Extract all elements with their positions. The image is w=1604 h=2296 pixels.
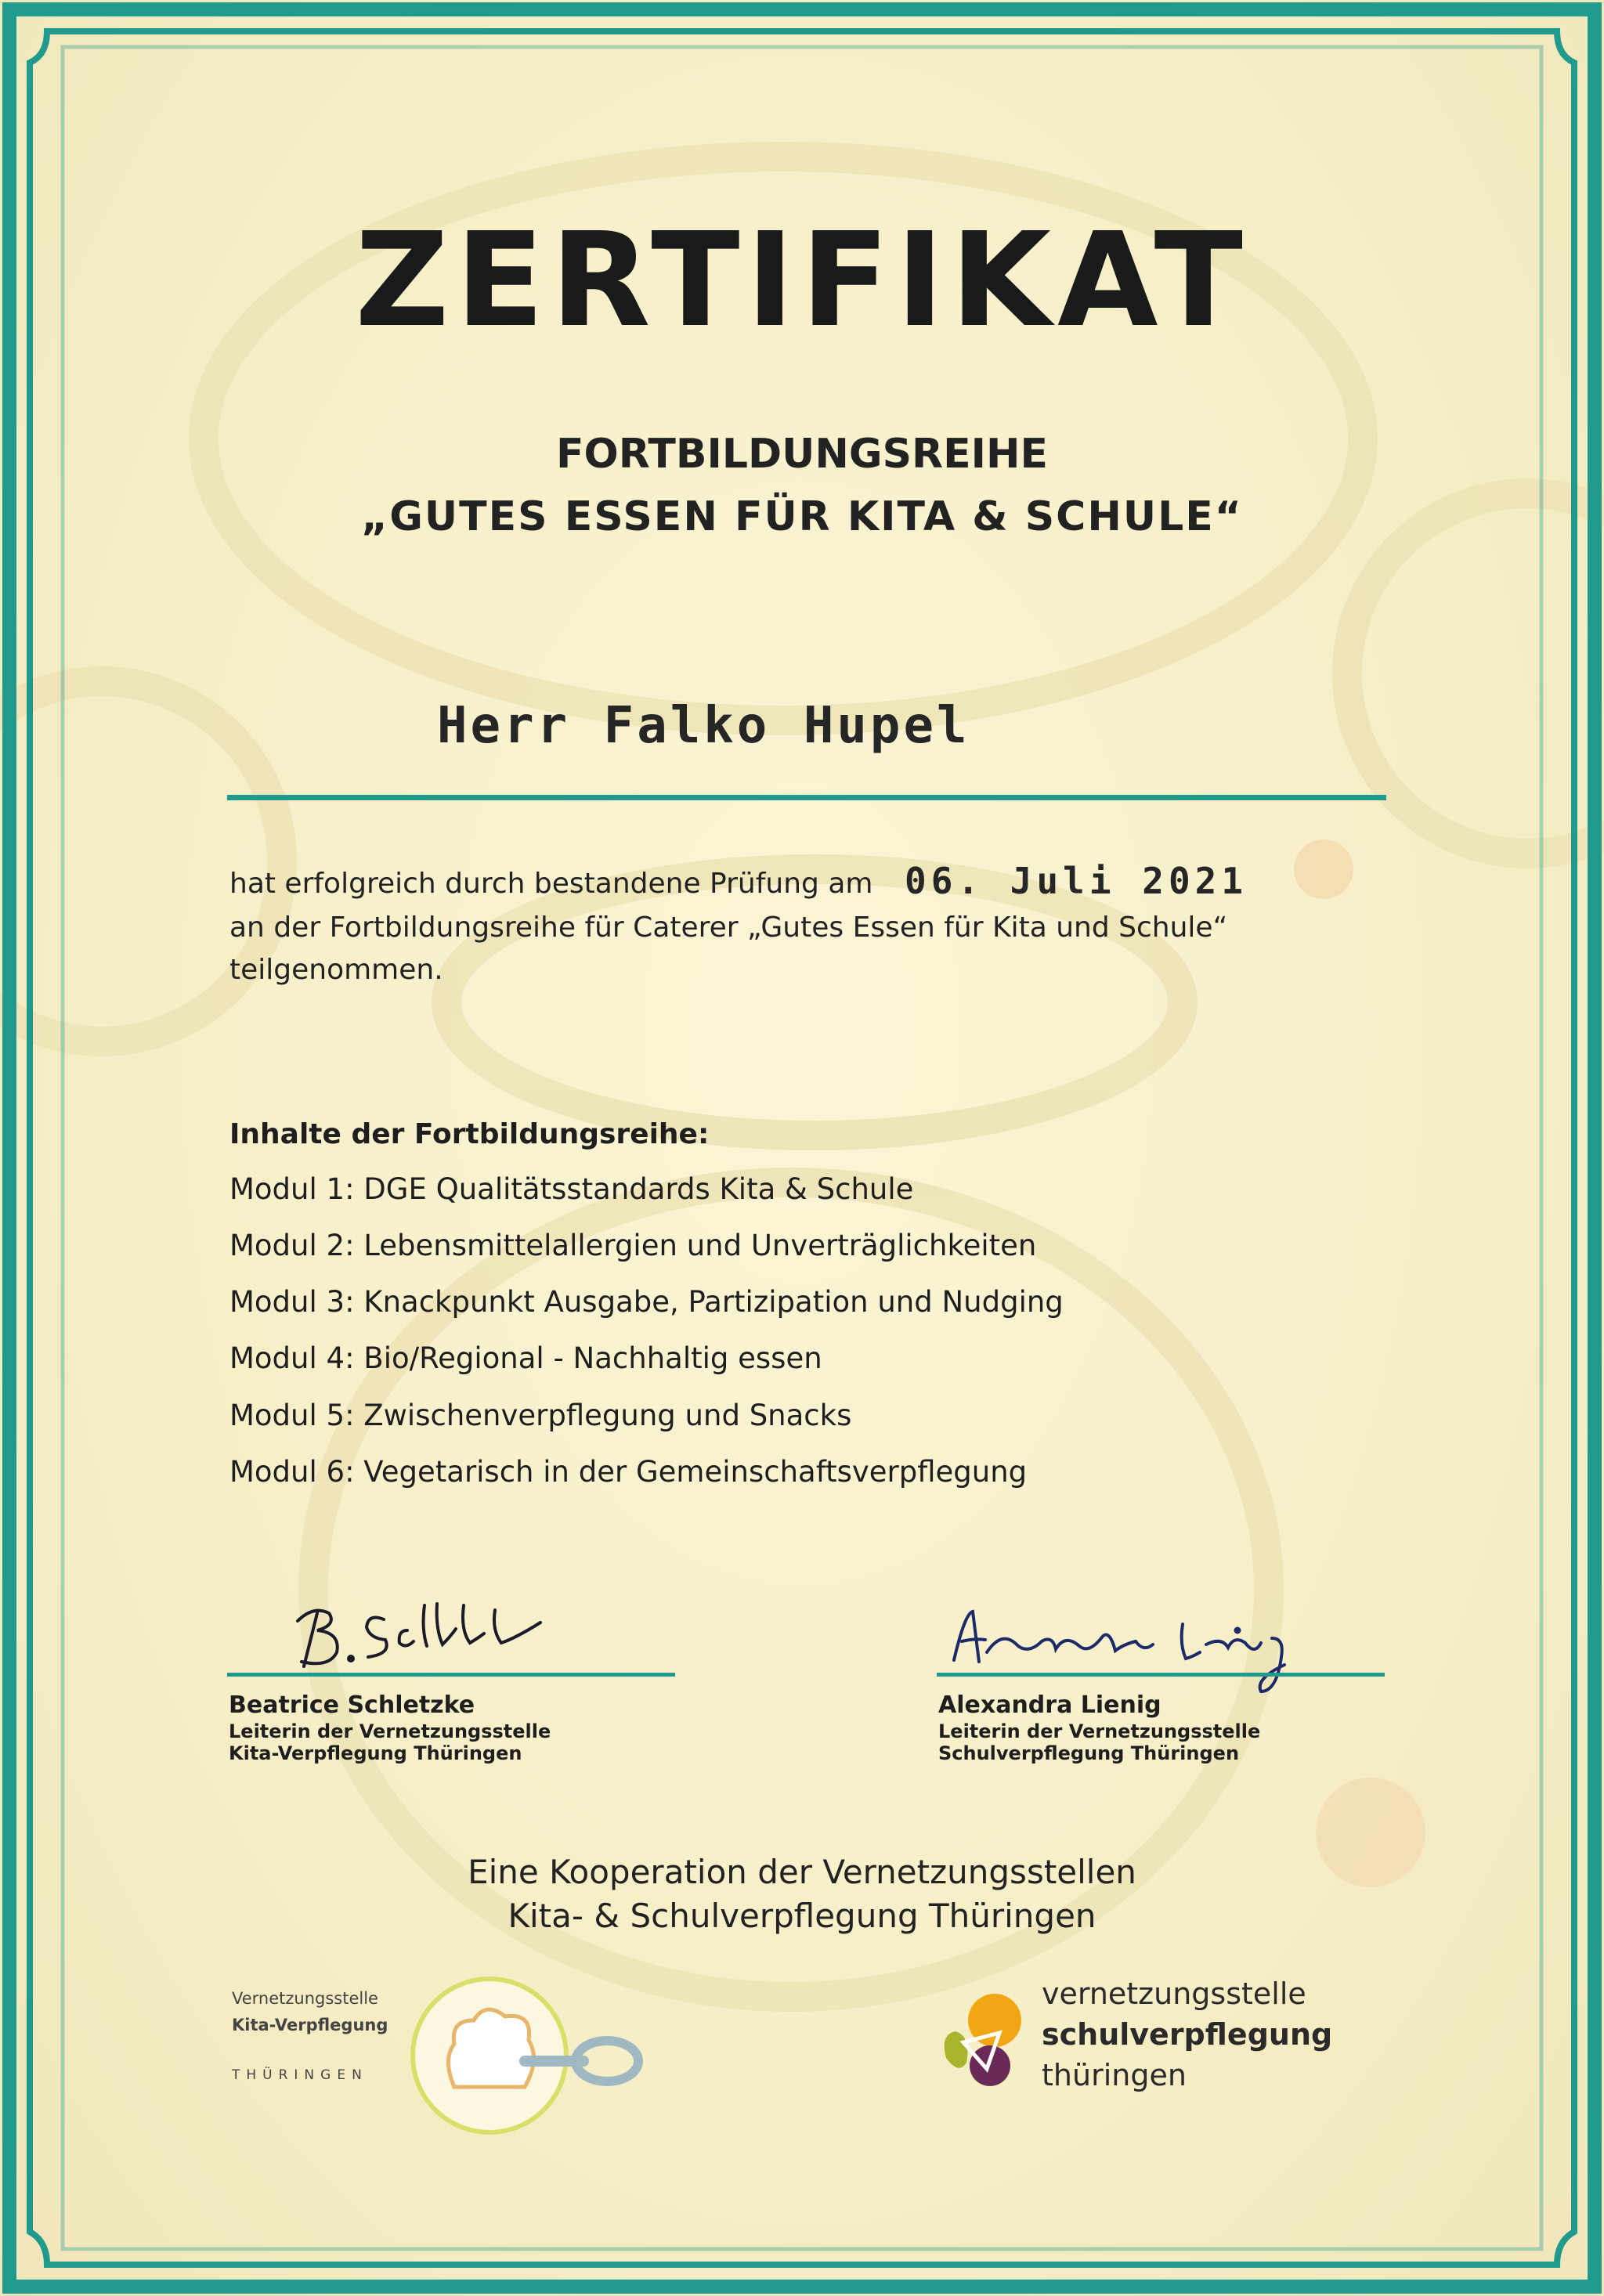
series-heading: FORTBILDUNGSREIHE: [555, 431, 1048, 478]
kita-logo-line3: THÜRINGEN: [232, 2067, 368, 2083]
cooperation-line1: Eine Kooperation der Vernetzungsstellen: [468, 1853, 1136, 1891]
contents-heading: Inhalte der Fortbildungsreihe:: [229, 1118, 710, 1150]
completion-text-line1: hat erfolgreich durch bestandene Prüfung am: [229, 868, 873, 900]
cooperation-line2: Kita- & Schulverpflegung Thüringen: [508, 1897, 1096, 1935]
exam-date: 06. Juli 2021: [905, 860, 1248, 902]
module-item: Modul 4: Bio/Regional - Nachhaltig essen: [229, 1341, 822, 1375]
module-item: Modul 3: Knackpunkt Ausgabe, Partizipation und Nudging: [229, 1285, 1064, 1319]
schule-logo-line1: vernetzungsstelle: [1042, 1977, 1306, 2011]
signature-schletzke: [282, 1582, 595, 1676]
kita-logo-line1: Vernetzungsstelle: [232, 1989, 378, 2008]
signatory-role-left-line1: Leiterin der Vernetzungsstelle: [229, 1720, 551, 1742]
completion-text-line2: an der Fortbildungsreihe für Caterer „Gutes Essen für Kita und Schule“: [229, 912, 1228, 944]
signatory-role-left-line2: Kita-Verpflegung Thüringen: [229, 1742, 522, 1764]
certificate-title: ZERTIFIKAT: [355, 205, 1249, 356]
schule-logo-icon: [932, 1987, 1034, 2089]
recipient-underline: [227, 795, 1386, 800]
signature-line-left: [227, 1673, 675, 1677]
module-item: Modul 5: Zwischenverpflegung und Snacks: [229, 1399, 852, 1432]
completion-text-line3: teilgenommen.: [229, 954, 443, 986]
signatory-role-right-line1: Leiterin der Vernetzungsstelle: [938, 1720, 1261, 1742]
module-item: Modul 1: DGE Qualitätsstandards Kita & Schule: [229, 1172, 914, 1206]
recipient-name: Herr Falko Hupel: [437, 697, 970, 755]
schule-logo-line3: thüringen: [1042, 2058, 1187, 2092]
signature-line-right: [937, 1673, 1385, 1677]
signatory-name-right: Alexandra Lienig: [938, 1691, 1161, 1719]
signatory-role-right-line2: Schulverpflegung Thüringen: [938, 1742, 1240, 1764]
signatory-name-left: Beatrice Schletzke: [229, 1691, 475, 1719]
module-item: Modul 6: Vegetarisch in der Gemeinschaftsverpflegung: [229, 1455, 1028, 1489]
module-item: Modul 2: Lebensmittelallergien und Unverträglichkeiten: [229, 1229, 1037, 1262]
series-name: „GUTES ESSEN FÜR KITA & SCHULE“: [361, 493, 1243, 540]
schule-logo-line2: schulverpflegung: [1042, 2017, 1333, 2052]
kita-logo-line2: Kita-Verpflegung: [232, 2016, 388, 2034]
kita-logo-icon: [407, 1973, 650, 2138]
